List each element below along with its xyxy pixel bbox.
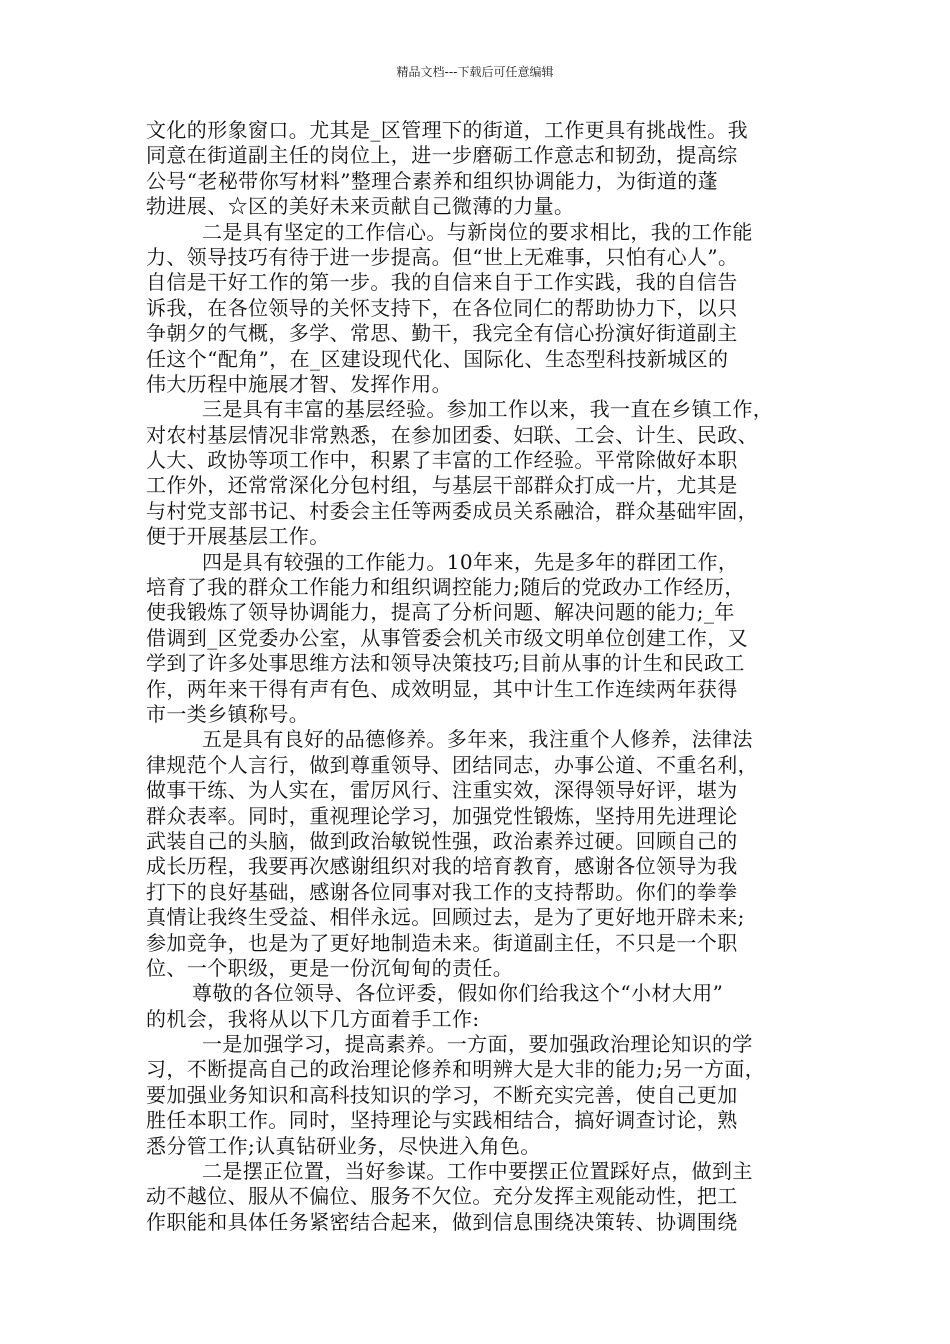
text-line: 学到了许多处事思维方法和领导决策技巧;目前从事的计生和民政工 [146,651,745,676]
text-line: 任这个“配角”，在_区建设现代化、国际化、生态型科技新城区的 [146,346,729,371]
text-line: 习，不断提高自己的政治理论修养和明辨大是大非的能力;另一方面， [146,1057,766,1082]
text-line: 使我锻炼了领导协调能力，提高了分析问题、解决问题的能力;_年 [146,600,735,625]
text-line: 胜任本职工作。同时，坚持理论与实践相结合，搞好调查讨论，熟 [146,1108,738,1133]
text-line: 公号“老秘带你写材料”整理合素养和组织协调能力，为街道的蓬 [146,168,719,193]
text-line: 位、一个职级，更是一份沉甸甸的责任。 [146,955,514,980]
text-line: 便于开展基层工作。 [146,524,330,549]
text-line: 参加竞争，也是为了更好地制造未来。街道副主任，不只是一个职 [146,930,738,955]
text-line: 工作外，还常常深化分包村组，与基层干部群众打成一片，尤其是 [146,473,738,498]
text-line: 三是具有丰富的基层经验。参加工作以来，我一直在乡镇工作， [202,397,774,422]
text-line: 四是具有较强的工作能力。10年来，先是多年的群团工作， [202,549,739,574]
text-line: 的机会，我将从以下几方面着手工作: [146,1006,480,1031]
text-line: 勃进展、☆区的美好未来贡献自己微薄的力量。 [146,194,575,219]
text-line: 打下的良好基础，感谢各位同事对我工作的支持帮助。你们的拳拳 [146,879,738,904]
text-line: 人大、政协等项工作中，积累了丰富的工作经验。平常除做好本职 [146,448,738,473]
text-line: 群众表率。同时，重视理论学习，加强党性锻炼，坚持用先进理论 [146,803,738,828]
text-line: 文化的形象窗口。尤其是_区管理下的街道，工作更具有挑战性。我 [146,118,748,142]
text-line: 借调到_区党委办公室，从事管委会机关市级文明单位创建工作，又 [146,625,748,650]
text-line: 真情让我终生受益、相伴永远。回顾过去，是为了更好地开辟未来; [146,905,745,930]
text-line: 自信是干好工作的第一步。我的自信来自于工作实践，我的自信告 [146,270,738,295]
text-line: 成长历程，我要再次感谢组织对我的培育教育，感谢各位领导为我 [146,854,738,879]
text-line: 培育了我的群众工作能力和组织调控能力;随后的党政办工作经历， [146,575,745,600]
text-line: 与村党支部书记、村委会主任等两委成员关系融洽，群众基础牢固， [146,498,758,523]
text-line: 作职能和具体任务紧密结合起来，做到信息围绕决策转、协调围绕 [146,1209,738,1234]
text-line: 一是加强学习，提高素养。一方面，要加强政治理论知识的学 [202,1032,753,1057]
text-line: 伟大历程中施展才智、发挥作用。 [146,371,452,396]
text-line: 二是具有坚定的工作信心。与新岗位的要求相比，我的工作能 [202,219,753,244]
page-header: 精品文档---下载后可任意编辑 [396,65,554,79]
text-line: 市一类乡镇称号。 [146,701,310,726]
text-line: 争朝夕的气概，多学、常思、勤干，我完全有信心扮演好街道副主 [146,321,738,346]
text-line: 诉我，在各位领导的关怀支持下，在各位同仁的帮助协力下，以只 [146,295,738,320]
text-line: 要加强业务知识和高科技知识的学习，不断充实完善，使自己更加 [146,1082,738,1107]
text-line: 五是具有良好的品德修养。多年来，我注重个人修养，法律法 [202,727,753,752]
text-line: 律规范个人言行，做到尊重领导、团结同志，办事公道、不重名利， [146,752,758,777]
text-line: 力、领导技巧有待于进一步提高。但“世上无难事，只怕有心人”。 [146,244,739,269]
text-line: 动不越位、服从不偏位、服务不欠位。充分发挥主观能动性，把工 [146,1184,738,1209]
document-body [146,118,810,1235]
text-line: 二是摆正位置，当好参谋。工作中要摆正位置踩好点，做到主 [202,1159,753,1184]
text-line: 作，两年来干得有声有色、成效明显，其中计生工作连续两年获得 [146,676,738,701]
text-line: 同意在街道副主任的岗位上，进一步磨砺工作意志和韧劲，提高综 [146,143,738,168]
text-line: 尊敬的各位领导、各位评委，假如你们给我这个“小材大用” [192,981,724,1006]
text-line: 做事干练、为人实在，雷厉风行、注重实效，深得领导好评，堪为 [146,778,738,803]
text-line: 武装自己的头脑，做到政治敏锐性强，政治素养过硬。回顾自己的 [146,828,738,853]
text-line: 悉分管工作;认真钻研业务，尽快进入角色。 [146,1133,541,1158]
text-line: 对农村基层情况非常熟悉，在参加团委、妇联、工会、计生、民政、 [146,422,758,447]
